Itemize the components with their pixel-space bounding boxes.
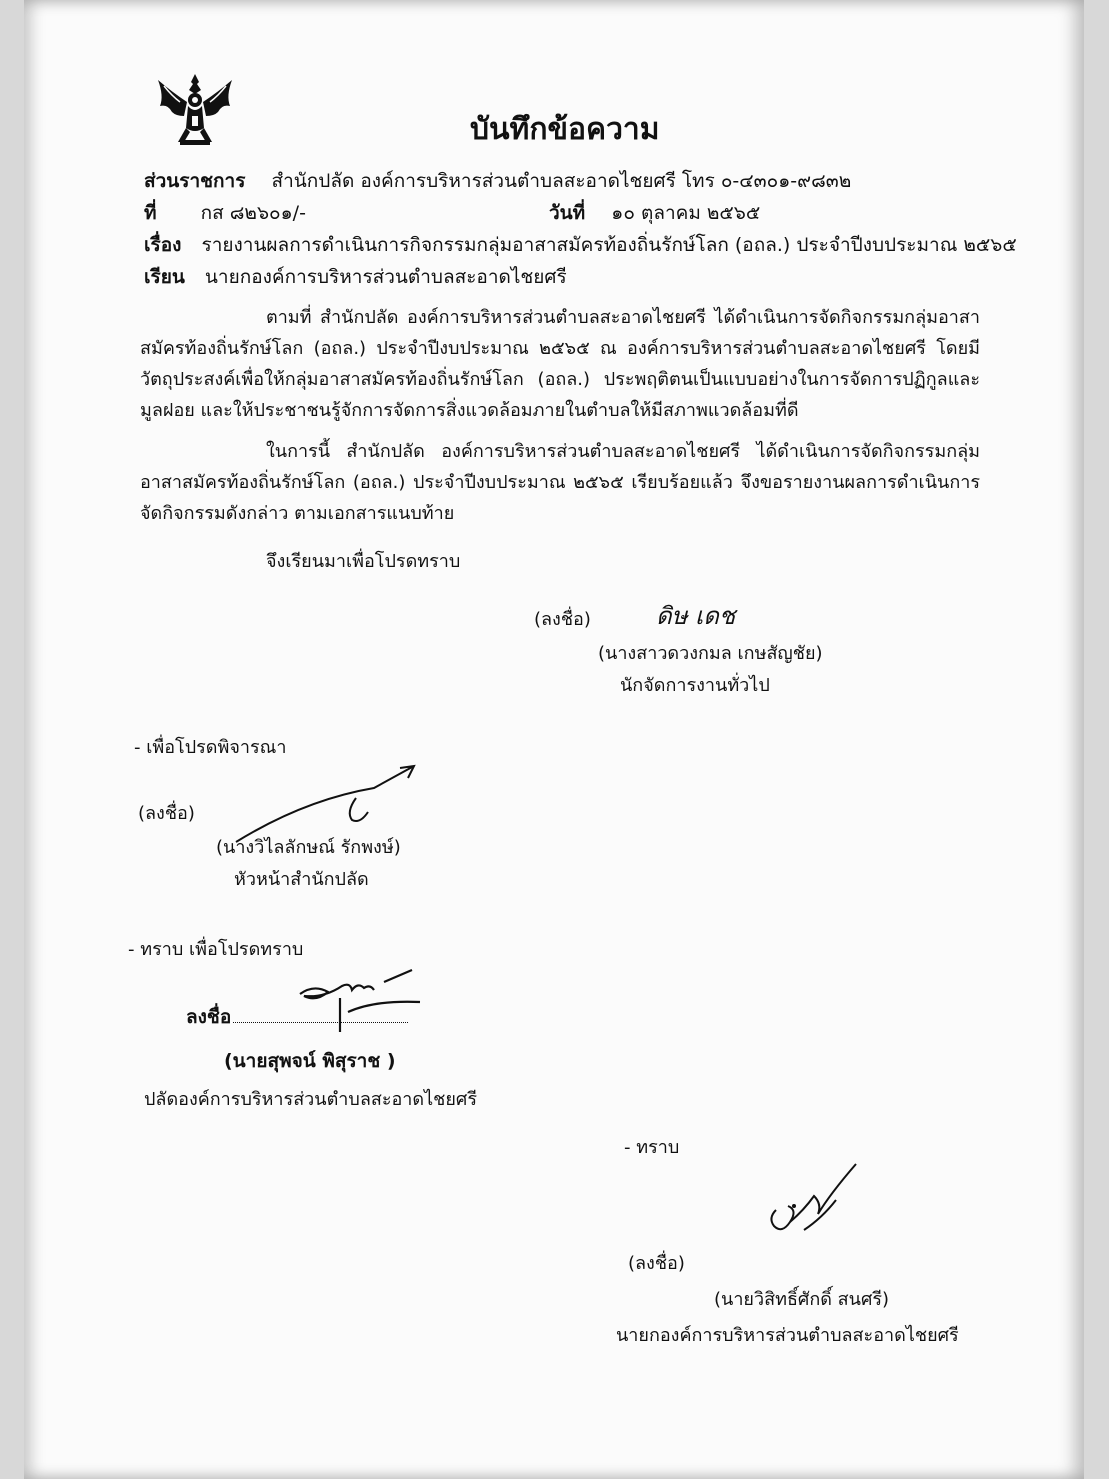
deputy-note: - ทราบ เพื่อโปรดทราบ: [128, 939, 304, 960]
agency-row: [144, 166, 851, 196]
memo-title: บันทึกข้อความ: [470, 112, 660, 147]
deputy-signature-icon: [294, 962, 424, 1042]
subject-label: เรื่อง: [144, 234, 182, 256]
head-position: หัวหน้าสำนักปลัด: [234, 869, 369, 890]
mayor-sign-label: (ลงชื่อ): [628, 1253, 685, 1274]
body-paragraph-1: ตามที่ สำนักปลัด องค์การบริหารส่วนตำบลสะอาดไชยศรี ได้ดำเนินการจัดกิจกรรมกลุ่มอาสาสมัครท้องถิ่นรักษ์โลก (อถล.) ประจำปีงบประมาณ ๒๕๖๕ ณ องค์การบริหารส่วนตำบลสะอาดไชยศรี โดยมีวัตถุประสงค์เพื่อให้กลุ่มอาสาสมัครท้องถิ่นรักษ์โลก (อถล.) ประพฤติตนเป็นแบบอย่างในการจัดการปฏิกูลและมูลฝอย และให้ประชาชนรู้จักการจัดการสิ่งแวดล้อมภายในตำบลให้มีสภาพแวดล้อมที่ดี: [140, 307, 980, 421]
mayor-position: นายกองค์การบริหารส่วนตำบลสะอาดไชยศรี: [616, 1325, 959, 1346]
date-value: ๑๐ ตุลาคม ๒๕๖๕: [611, 202, 761, 224]
deputy-name: (นายสุพจน์ พิสุราช ): [224, 1050, 396, 1072]
ref-row: [144, 198, 306, 228]
body-paragraph-2: ในการนี้ สำนักปลัด องค์การบริหารส่วนตำบลสะอาดไชยศรี ได้ดำเนินการจัดกิจกรรมกลุ่มอาสาสมัครท้องถิ่นรักษ์โลก (อถล.) ประจำปีงบประมาณ ๒๕๖๕ เรียบร้อยแล้ว จึงขอรายงานผลการดำเนินการจัดกิจกรรมดังกล่าว ตามเอกสารแนบท้าย: [140, 441, 980, 524]
date-label: วันที่: [549, 202, 586, 224]
mayor-note: - ทราบ: [624, 1137, 680, 1158]
author-name: (นางสาวดวงกมล เกษสัญชัย): [598, 643, 823, 664]
author-sign-label: (ลงชื่อ): [534, 609, 591, 630]
to-row: [144, 262, 567, 292]
agency-value: สำนักปลัด องค์การบริหารส่วนตำบลสะอาดไชยศรี โทร ๐-๔๓๐๑-๙๘๓๒: [271, 170, 852, 192]
deputy-position: ปลัดองค์การบริหารส่วนตำบลสะอาดไชยศรี: [144, 1089, 478, 1110]
subject-row: [144, 230, 1017, 260]
garuda-emblem-icon: [154, 72, 236, 148]
ref-value: กส ๘๒๖๐๑/-: [200, 202, 306, 224]
memo-page: [24, 0, 1084, 1479]
head-sign-label: (ลงชื่อ): [138, 803, 195, 824]
deputy-sign-label: ลงชื่อ: [186, 1006, 232, 1028]
head-note: - เพื่อโปรดพิจารณา: [134, 737, 287, 758]
mayor-signature-icon: [764, 1160, 864, 1250]
agency-label: ส่วนราชการ: [144, 170, 246, 192]
author-position: นักจัดการงานทั่วไป: [620, 675, 770, 696]
closing-line: จึงเรียนมาเพื่อโปรดทราบ: [266, 551, 461, 572]
head-name: (นางวิไลลักษณ์ รักพงษ์): [216, 837, 401, 858]
mayor-name: (นายวิสิทธิ์ศักดิ์ สนศรี): [714, 1289, 890, 1310]
ref-label: ที่: [144, 202, 157, 224]
to-label: เรียน: [144, 266, 185, 288]
date-row: [549, 198, 760, 228]
subject-value: รายงานผลการดำเนินการกิจกรรมกลุ่มอาสาสมัครท้องถิ่นรักษ์โลก (อถล.) ประจำปีงบประมาณ ๒๕๖๕: [201, 234, 1017, 256]
author-handwriting: ดิษ เดช: [656, 602, 736, 630]
to-value: นายกองค์การบริหารส่วนตำบลสะอาดไชยศรี: [204, 266, 567, 288]
